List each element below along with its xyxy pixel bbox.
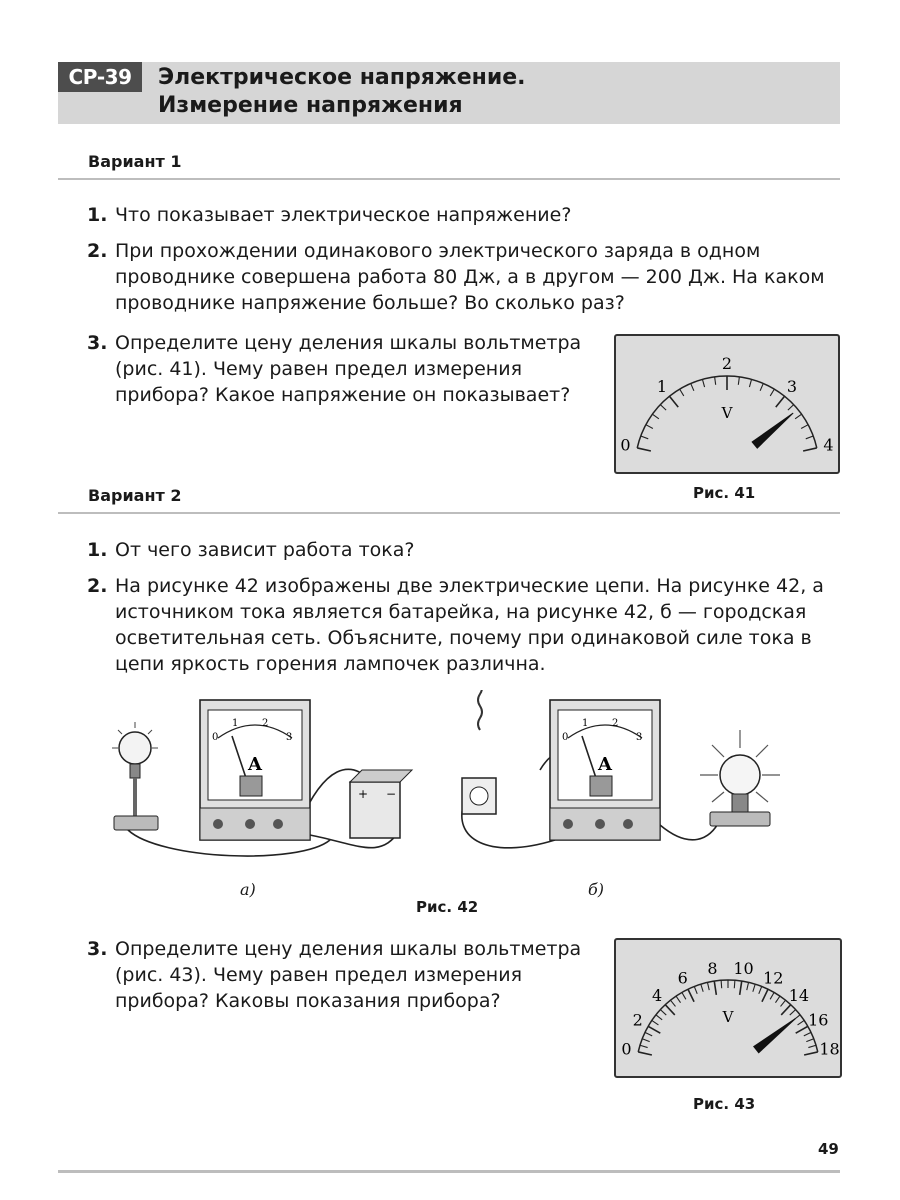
variant-2-heading: Вариант 2 (88, 486, 182, 505)
battery-a (350, 770, 412, 838)
dial-major-tick (665, 1005, 675, 1015)
dial-minor-tick (660, 1010, 666, 1015)
dial-major-tick (637, 448, 651, 451)
v1-question-3 (87, 330, 593, 408)
dial-tick-label: 16 (808, 1010, 829, 1030)
dial-minor-tick (790, 1010, 796, 1015)
power-cord (478, 690, 482, 730)
question-number: 1. (87, 204, 108, 226)
fig42-sub-b: б) (588, 880, 605, 899)
ammeter-tick-2: 2 (262, 718, 269, 729)
ammeter-letter: A (598, 754, 612, 775)
v1-question-1 (87, 202, 845, 228)
dial-major-tick (776, 396, 785, 407)
dial-needle (752, 413, 793, 448)
ammeter-tick-0: 0 (212, 732, 219, 743)
terminal (623, 819, 633, 829)
dial-tick-label: 4 (651, 985, 663, 1005)
ammeter-tick-2: 2 (612, 718, 619, 729)
dial-tick-label: 14 (788, 985, 810, 1005)
fig41-voltmeter (614, 334, 840, 474)
fig43-dial (616, 940, 840, 1076)
page-number: 49 (818, 1140, 839, 1158)
fig41-dial (616, 336, 838, 472)
dial-tick-label: 1 (656, 376, 668, 396)
dial-minor-tick (806, 1039, 813, 1042)
dial-tick-label: 2 (721, 354, 733, 373)
dial-major-tick (714, 981, 716, 995)
fig42-circuits (100, 690, 800, 880)
question-text: Определите цену деления шкалы вольтметра (рис. 41). Чему равен предел измерения прибора? Какое напряжение он показывает? (115, 332, 582, 406)
ammeter-mechanism (590, 776, 612, 796)
dial-minor-tick (656, 1015, 662, 1020)
fig42-sub-a: а) (240, 880, 256, 899)
dial-tick-label: 2 (632, 1010, 643, 1030)
dial-minor-tick (781, 1000, 786, 1006)
question-number: 3. (87, 332, 108, 354)
terminal (595, 819, 605, 829)
dial-major-tick (796, 1026, 808, 1033)
lamp-base (114, 816, 158, 830)
variant-1-heading: Вариант 1 (88, 152, 182, 171)
dial-minor-tick (652, 1020, 659, 1024)
dial-tick-label: 0 (621, 1039, 632, 1059)
dial-minor-tick (694, 986, 697, 993)
dial-minor-tick (759, 986, 762, 993)
dial-minor-tick (715, 377, 716, 385)
dial-minor-tick (738, 377, 739, 385)
dial-major-tick (803, 448, 817, 451)
dial-minor-tick (749, 379, 751, 387)
ammeter-a (200, 700, 310, 840)
question-text: Что показывает электрическое напряжение? (115, 204, 572, 226)
dial-minor-tick (641, 436, 649, 439)
dial-minor-tick (808, 1045, 816, 1047)
dial-tick-label: 3 (786, 376, 798, 396)
dial-tick-label: 18 (819, 1039, 840, 1059)
divider (58, 178, 840, 180)
dial-tick-label: 4 (823, 435, 834, 455)
wall-socket-b (462, 778, 496, 814)
dial-minor-tick (798, 1020, 805, 1024)
dial-major-tick (804, 1052, 818, 1055)
question-text: От чего зависит работа тока? (115, 539, 415, 561)
dial-major-tick (648, 1026, 660, 1033)
v2-question-1 (87, 537, 845, 563)
dial-major-tick (762, 989, 768, 1002)
battery-minus: − (386, 787, 397, 801)
ammeter-tick-3: 3 (286, 732, 293, 743)
page-title (158, 64, 526, 120)
dial-minor-tick (775, 996, 780, 1003)
ammeter-letter: A (248, 754, 262, 775)
socket-face (470, 787, 488, 805)
fig43-voltmeter (614, 938, 842, 1078)
dial-minor-tick (645, 1032, 652, 1035)
lamp-b (700, 730, 780, 826)
title-line-2: Измерение напряжения (158, 93, 463, 118)
question-number: 1. (87, 539, 108, 561)
dial-minor-tick (801, 425, 808, 429)
dial-minor-tick (670, 1000, 675, 1006)
dial-tick-label: 6 (677, 968, 688, 988)
dial-major-tick (781, 1005, 791, 1015)
dial-minor-tick (680, 389, 684, 396)
bottom-rule (58, 1170, 840, 1173)
bulb-icon (720, 755, 760, 795)
lamp-stand (133, 778, 137, 818)
divider (58, 512, 840, 514)
ammeter-b (550, 700, 660, 840)
question-text: Определите цену деления шкалы вольтметра (рис. 43). Чему равен предел измерения прибора? Каковы показания прибора? (115, 938, 582, 1012)
terminal (273, 819, 283, 829)
fig42-caption: Рис. 42 (416, 898, 479, 916)
dial-minor-tick (770, 389, 774, 396)
dial-tick-label: 10 (733, 959, 754, 979)
question-number: 3. (87, 938, 108, 960)
dial-major-tick (740, 981, 742, 995)
lamp-socket (732, 794, 748, 812)
dial-unit-label: V (721, 404, 733, 422)
dial-tick-label: 0 (620, 435, 631, 455)
dial-minor-tick (642, 1039, 649, 1042)
lamp-base (710, 812, 770, 826)
dial-major-tick (638, 1052, 652, 1055)
dial-minor-tick (646, 425, 653, 429)
v1-question-2 (87, 238, 845, 316)
dial-minor-tick (691, 383, 694, 390)
ammeter-tick-0: 0 (562, 732, 569, 743)
v2-question-3 (87, 936, 593, 1014)
fig41-caption: Рис. 41 (693, 484, 756, 502)
question-number: 2. (87, 575, 108, 597)
dial-minor-tick (760, 383, 763, 390)
dial-minor-tick (747, 982, 749, 990)
ammeter-mechanism (240, 776, 262, 796)
lamp-a (112, 722, 158, 830)
dial-minor-tick (753, 984, 755, 992)
dial-tick-label: 12 (763, 968, 784, 988)
dial-minor-tick (795, 414, 801, 419)
question-text: На рисунке 42 изображены две электрические цепи. На рисунке 42, а источником тока является батарейка, на рисунке 42, б — городская осветительная сеть. Объясните, почему при одинаковой силе тока в цепи яркость горения лампочек различна. (115, 575, 824, 675)
dial-minor-tick (788, 405, 794, 411)
dial-minor-tick (682, 992, 686, 999)
question-number: 2. (87, 240, 108, 262)
dial-major-tick (669, 396, 678, 407)
dial-major-tick (688, 989, 694, 1002)
dial-minor-tick (770, 992, 774, 999)
ammeter-tick-1: 1 (582, 718, 589, 729)
dial-minor-tick (806, 436, 814, 439)
ammeter-tick-1: 1 (232, 718, 239, 729)
dial-minor-tick (734, 980, 735, 988)
terminal (245, 819, 255, 829)
terminal (563, 819, 573, 829)
dial-needle (754, 1019, 796, 1053)
dial-minor-tick (804, 1032, 811, 1035)
battery-plus: + (358, 787, 369, 801)
dial-minor-tick (701, 984, 703, 992)
dial-minor-tick (721, 980, 722, 988)
bulb-icon (119, 732, 151, 764)
lamp-socket (130, 764, 140, 778)
dial-minor-tick (702, 379, 704, 387)
dial-tick-label: 8 (707, 959, 718, 979)
dial-unit-label: V (722, 1008, 734, 1026)
question-text: При прохождении одинакового электрического заряда в одном проводнике совершена работа 80 Дж, а в другом — 200 Дж. На каком проводнике напряжение больше? Во сколько раз? (115, 240, 825, 314)
dial-minor-tick (707, 982, 709, 990)
terminal (213, 819, 223, 829)
dial-minor-tick (660, 405, 666, 411)
ammeter-tick-3: 3 (636, 732, 643, 743)
dial-minor-tick (676, 996, 681, 1003)
dial-minor-tick (640, 1045, 648, 1047)
title-line-1: Электрическое напряжение. (158, 65, 526, 90)
fig43-caption: Рис. 43 (693, 1095, 756, 1113)
dial-minor-tick (652, 414, 658, 419)
v2-question-2 (87, 573, 845, 677)
section-code: СР-39 (58, 62, 142, 92)
